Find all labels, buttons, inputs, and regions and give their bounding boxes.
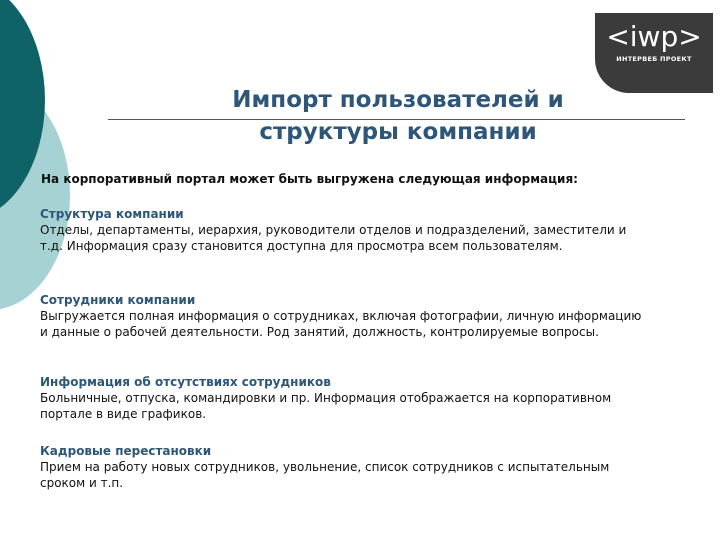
section-body: Больничные, отпуска, командировки и пр. Информация отображается на корпоративном портале в виде графиков. (40, 391, 612, 421)
title-line-1: Импорт пользователей и (232, 87, 564, 113)
logo-subtitle: ИНТЕРВЕБ ПРОЕКТ (616, 55, 692, 63)
section-heading: Кадровые перестановки (40, 444, 212, 458)
company-logo (595, 13, 713, 93)
title-divider (108, 119, 685, 120)
section-body: Прием на работу новых сотрудников, увольнение, список сотрудников с испытательным сроком и т.п. (40, 460, 610, 490)
section-body: Выгружается полная информация о сотрудниках, включая фотографии, личную информацию и данные о рабочей деятельности. Род занятий, должность, контролируемые вопросы. (40, 309, 642, 339)
section-company-structure (40, 206, 650, 254)
title-line-2: структуры компании (259, 119, 537, 145)
section-body: Отделы, департаменты, иерархия, руководители отделов и подразделений, заместители и т.д. Информация сразу становится доступна для просмотра всем пользователям. (40, 223, 627, 253)
section-heading: Информация об отсутствиях сотрудников (40, 375, 331, 389)
section-absences (40, 374, 650, 422)
section-personnel-changes (40, 443, 650, 491)
intro-text: На корпоративный портал может быть выгружена следующая информация: (41, 172, 578, 186)
page-title (108, 84, 688, 148)
logo-mark: <iwp> (606, 20, 702, 53)
section-heading: Сотрудники компании (40, 293, 196, 307)
section-employees (40, 292, 650, 340)
section-heading: Структура компании (40, 207, 184, 221)
